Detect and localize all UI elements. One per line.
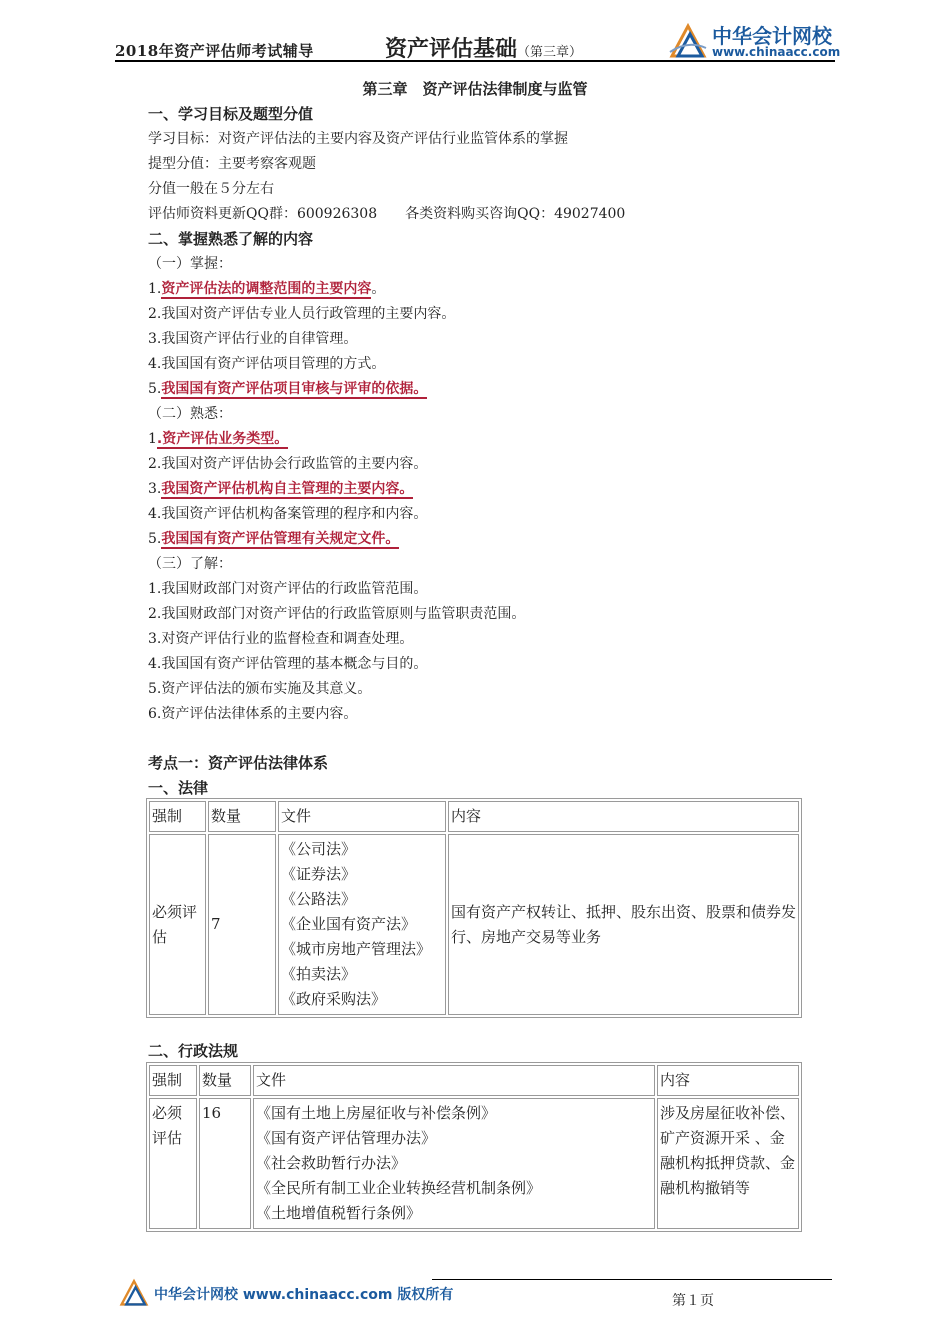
th-docs: 文件 (253, 1065, 655, 1096)
cell-docs (278, 834, 446, 1015)
cell-docs (253, 1098, 655, 1229)
cell-content: 涉及房屋征收补偿、矿产资源开采 、金融机构抵押贷款、金融机构撤销等 (657, 1098, 799, 1229)
law-table (146, 798, 802, 1018)
header-course-title: 2018年资产评估师考试辅导 (115, 42, 314, 60)
doc-item: 《拍卖法》 (281, 965, 357, 983)
list-item: 6.资产评估法律体系的主要内容。 (148, 706, 358, 722)
item-emphasis: 资产评估法的调整范围的主要内容 (161, 281, 372, 297)
section-heading: 二、掌握熟悉了解的内容 (148, 230, 314, 248)
footer-divider (432, 1279, 832, 1280)
doc-item: 《国有资产评估管理办法》 (256, 1129, 437, 1147)
page-number: 第１页 (672, 1293, 714, 1309)
question-type: 提型分值：主要考察客观题 (148, 156, 316, 172)
doc-item: 《社会救助暂行办法》 (256, 1154, 407, 1172)
section-heading-regulation: 二、行政法规 (148, 1042, 239, 1060)
doc-item: 《城市房地产管理法》 (281, 940, 432, 958)
header-divider (115, 60, 835, 62)
score-note: 分值一般在５分左右 (148, 181, 274, 197)
list-item: 2.我国财政部门对资产评估的行政监管原则与监管职责范围。 (148, 606, 526, 622)
table-header-row (149, 1065, 799, 1096)
th-content: 内容 (448, 801, 799, 832)
item-emphasis: .资产评估业务类型。 (156, 431, 289, 447)
th-force: 强制 (149, 801, 206, 832)
header-subject (385, 32, 582, 63)
item-number: 3. (148, 481, 162, 497)
footer-copyright: 中华会计网校 www.chinaacc.com 版权所有 (154, 1287, 454, 1303)
footer-logo-icon (118, 1278, 150, 1306)
list-item: 4.我国国有资产评估管理的基本概念与目的。 (148, 656, 428, 672)
doc-item: 《政府采购法》 (281, 990, 387, 1008)
cell-count: 16 (199, 1098, 251, 1229)
item-emphasis: 我国国有资产评估管理有关规定文件。 (161, 531, 400, 547)
item-number: 5. (148, 381, 162, 397)
study-goal: 学习目标：对资产评估法的主要内容及资产评估行业监管体系的掌握 (148, 131, 568, 147)
list-item: 2.我国对资产评估协会行政监管的主要内容。 (148, 456, 428, 472)
th-docs: 文件 (278, 801, 446, 832)
list-item: 4.我国资产评估机构备案管理的程序和内容。 (148, 506, 428, 522)
list-item: 4.我国国有资产评估项目管理的方式。 (148, 356, 386, 372)
doc-item: 《全民所有制工业企业转换经营机制条例》 (256, 1179, 542, 1197)
doc-item: 《国有土地上房屋征收与补偿条例》 (256, 1104, 497, 1122)
topic-heading: 考点一：资产评估法律体系 (148, 754, 329, 772)
item-number: 1. (148, 281, 162, 297)
section-heading-law: 一、法律 (148, 779, 209, 797)
th-count: 数量 (199, 1065, 251, 1096)
cell-force: 必须评估 (149, 1098, 197, 1229)
header-chapter: （第三章） (517, 45, 583, 60)
item-number: 1 (148, 431, 157, 447)
cell-force: 必须评估 (149, 834, 206, 1015)
cell-count: 7 (208, 834, 276, 1015)
subsection-heading: （三）了解： (148, 556, 232, 572)
list-item: 2.我国对资产评估专业人员行政管理的主要内容。 (148, 306, 456, 322)
chapter-title: 第三章 资产评估法律制度与监管 (362, 80, 588, 98)
item-emphasis: 我国国有资产评估项目审核与评审的依据。 (161, 381, 428, 397)
brand-logo (668, 18, 848, 62)
list-item: 3.我国资产评估行业的自律管理。 (148, 331, 358, 347)
doc-item: 《企业国有资产法》 (281, 915, 417, 933)
doc-item: 《土地增值税暂行条例》 (256, 1204, 422, 1222)
doc-item: 《证券法》 (281, 865, 357, 883)
list-item (148, 278, 385, 298)
item-punct: 。 (371, 281, 386, 297)
doc-item: 《公司法》 (281, 840, 357, 858)
table-header-row (149, 801, 799, 832)
th-count: 数量 (208, 801, 276, 832)
list-item: 1.我国财政部门对资产评估的行政监管范围。 (148, 581, 428, 597)
th-force: 强制 (149, 1065, 197, 1096)
item-emphasis: 我国资产评估机构自主管理的主要内容。 (161, 481, 414, 497)
section-heading: 一、学习目标及题型分值 (148, 105, 314, 123)
list-item: 3.对资产评估行业的监督检查和调查处理。 (148, 631, 414, 647)
list-item (148, 428, 288, 448)
list-item: 5.资产评估法的颁布实施及其意义。 (148, 681, 372, 697)
list-item (148, 528, 399, 548)
subsection-heading: （一）掌握： (148, 256, 232, 272)
item-number: 5. (148, 531, 162, 547)
logo-name: 中华会计网校 (712, 24, 832, 48)
list-item (148, 378, 427, 398)
table-row (149, 1098, 799, 1229)
logo-mark-icon (668, 22, 708, 58)
doc-item: 《公路法》 (281, 890, 357, 908)
table-row (149, 834, 799, 1015)
logo-url: www.chinaacc.com (712, 45, 841, 59)
subsection-heading: （二）熟悉： (148, 406, 232, 422)
list-item (148, 478, 413, 498)
regulation-table (146, 1062, 802, 1232)
qq-info: 评估师资料更新QQ群：600926308 各类资料购买咨询QQ：49027400 (148, 206, 626, 222)
header-subject-title: 资产评估基础 (385, 37, 518, 62)
cell-content: 国有资产产权转让、抵押、股东出资、股票和债券发行、房地产交易等业务 (448, 834, 799, 1015)
th-content: 内容 (657, 1065, 799, 1096)
